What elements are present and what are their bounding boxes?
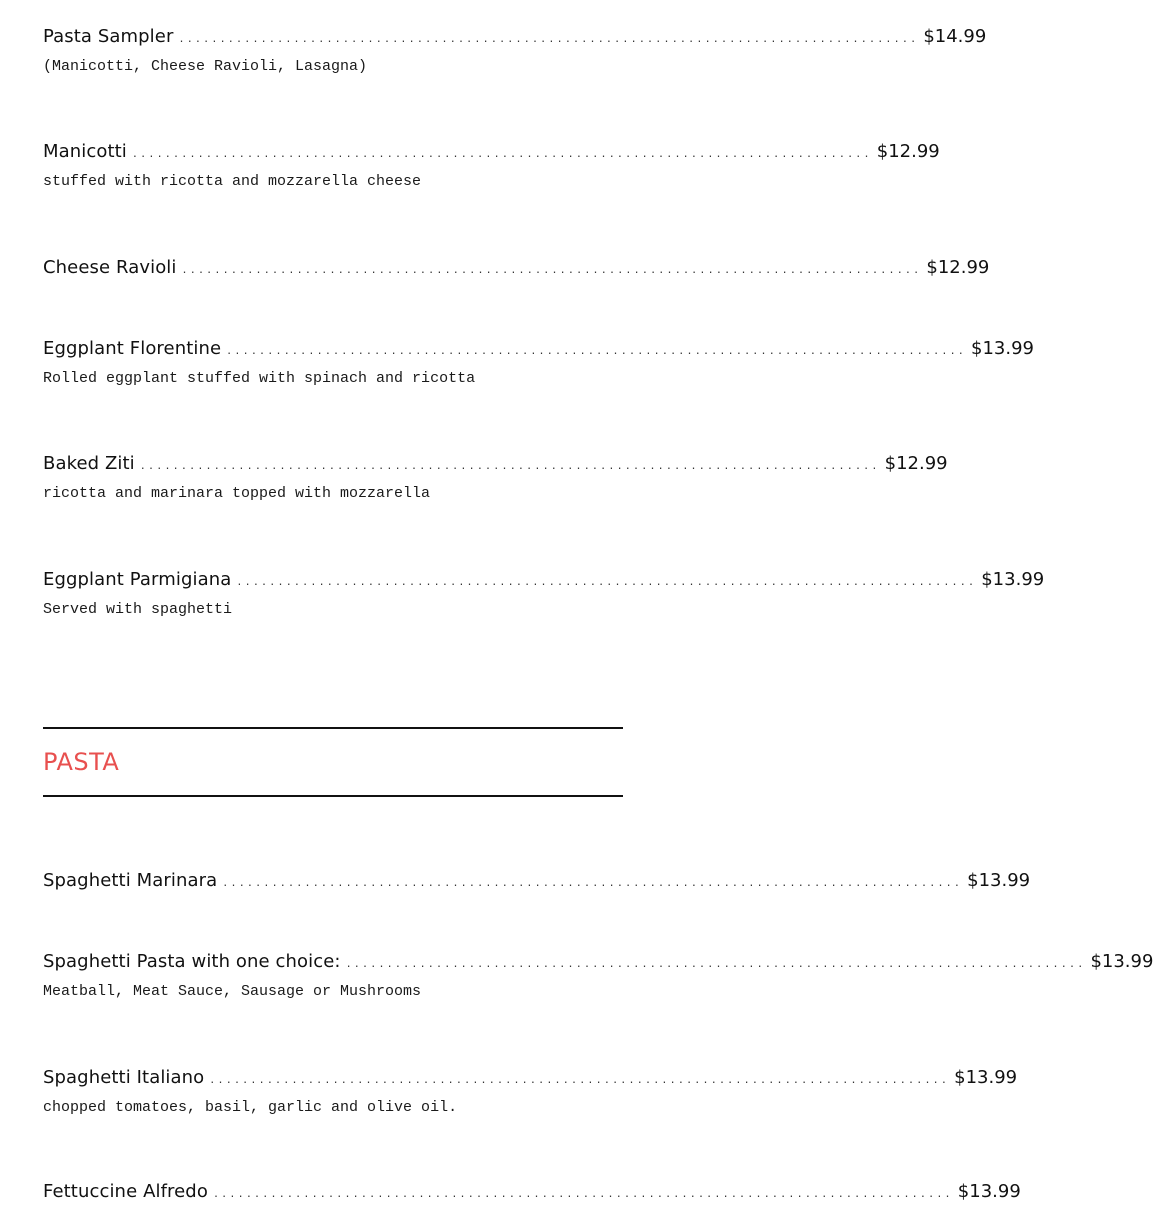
menu-item-price: $13.99 [971, 338, 1035, 359]
section-title: PASTA [43, 748, 120, 776]
menu-item-row [43, 22, 987, 52]
menu-item-price: $13.99 [1090, 951, 1153, 972]
menu-item-manicotti [43, 137, 940, 192]
dot-leader: .......................................................................................... [178, 34, 919, 45]
dot-leader: .......................................................................................... [209, 1075, 950, 1086]
menu-item-row [43, 449, 948, 479]
dot-leader: .......................................................................................... [131, 149, 872, 160]
menu-item-price: $14.99 [923, 26, 987, 47]
menu-item-name: Eggplant Florentine [43, 338, 222, 359]
menu-item-price: $12.99 [876, 141, 940, 162]
menu-item-name: Eggplant Parmigiana [43, 569, 232, 590]
menu-item-row [43, 947, 1153, 977]
menu-item-name: Pasta Sampler [43, 26, 174, 47]
menu-item-row [43, 1063, 1018, 1093]
menu-item-price: $13.99 [954, 1067, 1018, 1088]
menu-item-name: Manicotti [43, 141, 127, 162]
menu-item-description: Rolled eggplant stuffed with spinach and ricotta [43, 370, 476, 387]
menu-item-name: Baked Ziti [43, 453, 135, 474]
menu-item-price: $12.99 [884, 453, 948, 474]
menu-item-name: Spaghetti Pasta with one choice: [43, 951, 341, 972]
dot-leader: .......................................................................................... [212, 1189, 953, 1200]
menu-item-name: Fettuccine Alfredo [43, 1181, 208, 1202]
menu-item-name: Spaghetti Marinara [43, 870, 218, 891]
dot-leader: .......................................................................................... [226, 346, 967, 357]
menu-item-description: Served with spaghetti [43, 601, 233, 618]
menu-item-row [43, 334, 1035, 364]
menu-item-spaghetti-marinara [43, 866, 1031, 896]
menu-item-cheese-ravioli [43, 253, 990, 283]
dot-leader: .......................................................................................... [236, 577, 977, 588]
menu-item-pasta-sampler [43, 22, 987, 77]
menu-item-eggplant-florentine [43, 334, 1035, 389]
menu-item-price: $12.99 [926, 257, 990, 278]
menu-item-description: Meatball, Meat Sauce, Sausage or Mushrooms [43, 983, 422, 1000]
menu-item-row [43, 565, 1045, 595]
menu-item-eggplant-parmigiana [43, 565, 1045, 620]
menu-item-name: Cheese Ravioli [43, 257, 177, 278]
menu-item-row [43, 1177, 1021, 1207]
menu-item-price: $13.99 [967, 870, 1031, 891]
menu-item-baked-ziti [43, 449, 948, 504]
menu-item-description: ricotta and marinara topped with mozzarella [43, 485, 431, 502]
menu-item-price: $13.99 [981, 569, 1045, 590]
menu-item-description: stuffed with ricotta and mozzarella cheese [43, 173, 422, 190]
menu-item-name: Spaghetti Italiano [43, 1067, 205, 1088]
dot-leader: .......................................................................................... [345, 959, 1086, 970]
menu-item-row [43, 253, 990, 283]
dot-leader: .......................................................................................... [181, 265, 922, 276]
dot-leader: .......................................................................................... [139, 461, 880, 472]
menu-item-price: $13.99 [957, 1181, 1021, 1202]
section-header-pasta [43, 727, 623, 797]
menu-item-description: chopped tomatoes, basil, garlic and olive oil. [43, 1099, 458, 1116]
menu-item-row [43, 137, 940, 167]
menu-item-fettuccine-alfredo [43, 1177, 1021, 1207]
menu-item-spaghetti-one-choice [43, 947, 1153, 1002]
dot-leader: .......................................................................................... [222, 878, 963, 889]
menu-item-description: (Manicotti, Cheese Ravioli, Lasagna) [43, 58, 368, 75]
menu-item-spaghetti-italiano [43, 1063, 1018, 1118]
menu-item-row [43, 866, 1031, 896]
